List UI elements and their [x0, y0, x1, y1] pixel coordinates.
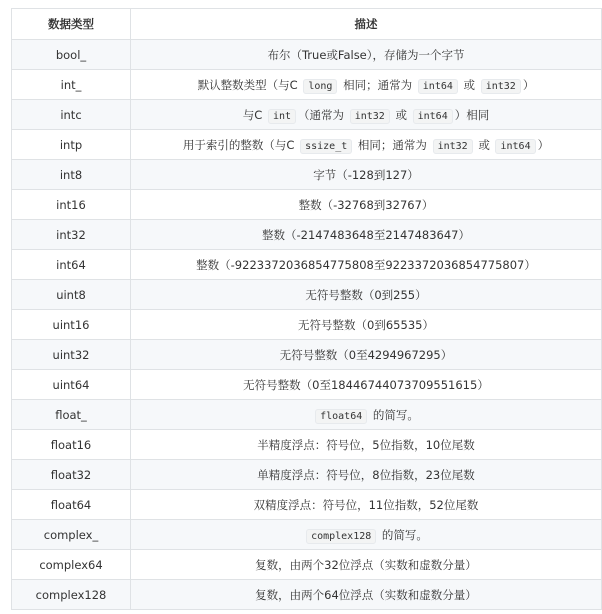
data-type-cell: float32: [12, 460, 131, 490]
description-cell: [131, 460, 602, 490]
table-row: [12, 160, 602, 190]
description-text: 用于索引的整数（与C: [182, 137, 299, 152]
table-row: [12, 100, 602, 130]
table-row: [12, 250, 602, 280]
table-row: [12, 460, 602, 490]
header-data-type: 数据类型: [12, 9, 131, 40]
description-cell: [131, 430, 602, 460]
table-row: [12, 220, 602, 250]
data-type-cell: uint8: [12, 280, 131, 310]
table-row: [12, 340, 602, 370]
inline-code: float64: [315, 409, 367, 424]
data-type-cell: uint64: [12, 370, 131, 400]
description-cell: [131, 190, 602, 220]
data-type-cell: int32: [12, 220, 131, 250]
inline-code: int: [268, 109, 296, 124]
table-row: [12, 190, 602, 220]
description-cell: [131, 220, 602, 250]
description-cell: [131, 130, 602, 160]
description-cell: [131, 490, 602, 520]
table-row: [12, 70, 602, 100]
description-cell: [131, 280, 602, 310]
description-cell: [131, 400, 602, 430]
description-cell: [131, 310, 602, 340]
inline-code: complex128: [306, 529, 376, 544]
description-text: 默认整数类型（与C: [197, 77, 302, 92]
table-row: [12, 280, 602, 310]
table-row: [12, 550, 602, 580]
data-type-cell: complex_: [12, 520, 131, 550]
inline-code: int32: [481, 79, 521, 94]
description-text: 布尔（True或False），存储为一个字节: [267, 47, 465, 62]
description-text: 整数（-32768到32767）: [298, 197, 434, 212]
description-text: 与C: [242, 107, 266, 122]
description-text: 双精度浮点：符号位，11位指数，52位尾数: [253, 497, 479, 512]
description-cell: [131, 40, 602, 70]
data-type-cell: uint16: [12, 310, 131, 340]
data-type-cell: float_: [12, 400, 131, 430]
data-type-cell: intc: [12, 100, 131, 130]
dtype-table: [11, 8, 602, 610]
dtype-table-container: [11, 8, 601, 610]
description-cell: [131, 520, 602, 550]
description-text: 单精度浮点：符号位，8位指数，23位尾数: [257, 467, 475, 482]
description-text: 相同；通常为: [339, 77, 416, 92]
description-text: 相同；通常为: [354, 137, 431, 152]
description-text: 复数，由两个64位浮点（实数和虚数分量）: [255, 587, 477, 602]
description-text: 无符号整数（0到65535）: [298, 317, 434, 332]
description-cell: [131, 580, 602, 610]
inline-code: int64: [418, 79, 458, 94]
data-type-cell: int_: [12, 70, 131, 100]
table-row: [12, 370, 602, 400]
description-text: （通常为: [298, 107, 348, 122]
table-row: [12, 490, 602, 520]
description-text: 半精度浮点：符号位，5位指数，10位尾数: [257, 437, 475, 452]
description-cell: [131, 100, 602, 130]
table-row: [12, 400, 602, 430]
table-header-row: [12, 9, 602, 40]
data-type-cell: intp: [12, 130, 131, 160]
table-row: [12, 580, 602, 610]
data-type-cell: float64: [12, 490, 131, 520]
data-type-cell: int16: [12, 190, 131, 220]
description-text: 无符号整数（0至4294967295）: [279, 347, 453, 362]
table-row: [12, 40, 602, 70]
inline-code: long: [303, 79, 337, 94]
table-row: [12, 130, 602, 160]
description-text: 或: [459, 77, 479, 92]
inline-code: int32: [350, 109, 390, 124]
description-text: ）相同: [454, 107, 490, 122]
description-text: 或: [474, 137, 494, 152]
data-type-cell: uint32: [12, 340, 131, 370]
data-type-cell: float16: [12, 430, 131, 460]
data-type-cell: int64: [12, 250, 131, 280]
data-type-cell: int8: [12, 160, 131, 190]
inline-code: int64: [413, 109, 453, 124]
table-row: [12, 310, 602, 340]
description-text: 复数，由两个32位浮点（实数和虚数分量）: [255, 557, 477, 572]
table-row: [12, 430, 602, 460]
description-text: 或: [391, 107, 411, 122]
inline-code: int64: [495, 139, 535, 154]
description-text: 字节（-128到127）: [313, 167, 419, 182]
data-type-cell: complex128: [12, 580, 131, 610]
description-cell: [131, 70, 602, 100]
description-text: 整数（-2147483648至2147483647）: [262, 227, 470, 242]
data-type-cell: complex64: [12, 550, 131, 580]
description-text: 的简写。: [378, 527, 428, 542]
description-cell: [131, 250, 602, 280]
description-text: ）: [522, 77, 535, 92]
inline-code: int32: [433, 139, 473, 154]
description-text: 的简写。: [369, 407, 419, 422]
table-body: [12, 40, 602, 610]
description-cell: [131, 550, 602, 580]
description-text: 无符号整数（0至18446744073709551615）: [243, 377, 489, 392]
description-cell: [131, 340, 602, 370]
description-cell: [131, 160, 602, 190]
table-row: [12, 520, 602, 550]
data-type-cell: bool_: [12, 40, 131, 70]
header-description: 描述: [131, 9, 602, 40]
description-text: ）: [537, 137, 550, 152]
description-text: 整数（-9223372036854775808至9223372036854775807）: [196, 257, 536, 272]
description-cell: [131, 370, 602, 400]
description-text: 无符号整数（0到255）: [305, 287, 427, 302]
inline-code: ssize_t: [300, 139, 352, 154]
